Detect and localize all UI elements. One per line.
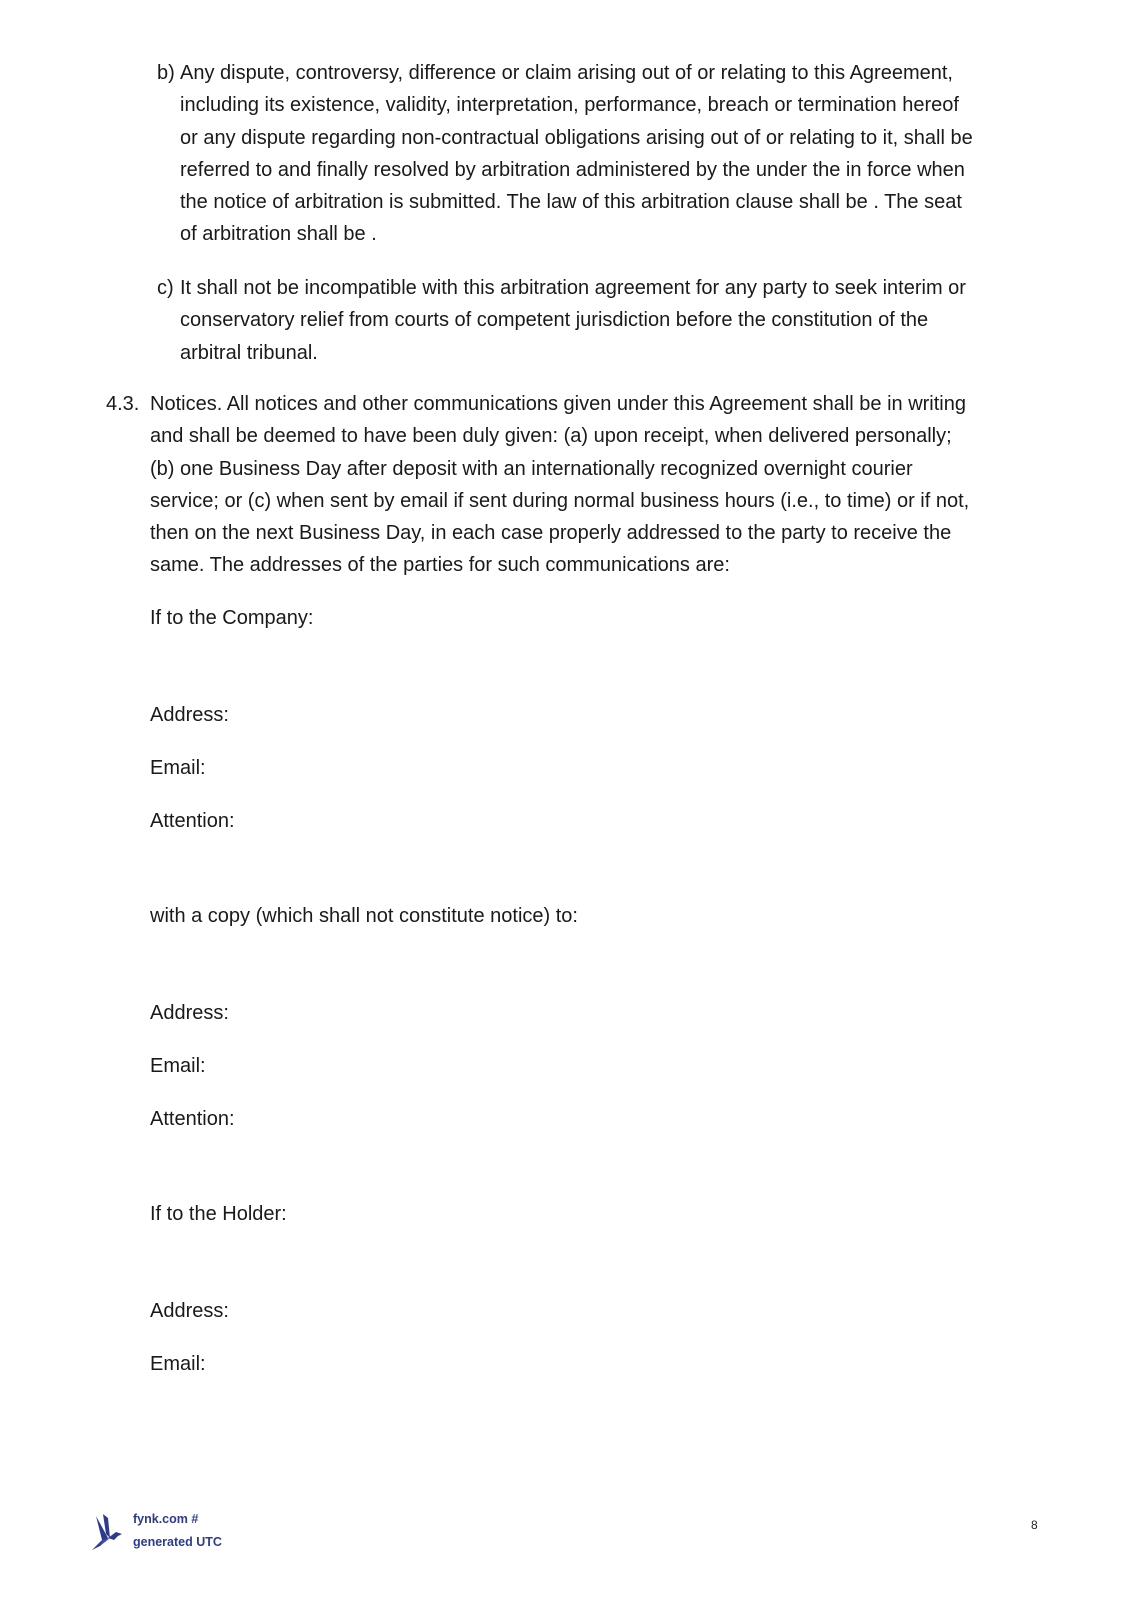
text-line: (b) one Business Day after deposit with an internationally recognized overnight courier xyxy=(150,457,913,480)
clause-c-label: c) xyxy=(157,277,174,299)
text-line: same. The addresses of the parties for such communications are: xyxy=(150,554,730,577)
footer-brand-line: fynk.com # xyxy=(133,1512,199,1526)
footer-generated-line: generated UTC xyxy=(133,1535,222,1549)
text-line: referred to and finally resolved by arbitration administered by the under the in force when xyxy=(180,158,965,181)
holder-email-label: Email: xyxy=(150,1353,206,1375)
text-line: It shall not be incompatible with this arbitration agreement for any party to seek interim or xyxy=(180,277,966,299)
page-number: 8 xyxy=(1031,1518,1038,1532)
fynk-logo-icon xyxy=(88,1510,128,1552)
clause-4-3-label: 4.3. xyxy=(106,393,140,415)
holder-heading: If to the Holder: xyxy=(150,1203,287,1225)
company-heading: If to the Company: xyxy=(150,607,314,629)
text-line: Any dispute, controversy, difference or claim arising out of or relating to this Agreement, xyxy=(180,62,953,84)
clause-c-text xyxy=(180,272,966,369)
text-line: the notice of arbitration is submitted. The law of this arbitration clause shall be . The seat xyxy=(180,191,962,214)
text-line: Notices. All notices and other communications given under this Agreement shall be in writing xyxy=(150,393,966,415)
clause-4-3-text xyxy=(150,388,969,582)
copy-heading: with a copy (which shall not constitute notice) to: xyxy=(150,905,578,927)
copy-email-label: Email: xyxy=(150,1055,206,1077)
text-line: then on the next Business Day, in each case properly addressed to the party to receive the xyxy=(150,522,952,545)
copy-attention-label: Attention: xyxy=(150,1108,235,1130)
text-line: conservatory relief from courts of competent jurisdiction before the constitution of the xyxy=(180,309,929,332)
text-line: service; or (c) when sent by email if sent during normal business hours (i.e., to time) or if not, xyxy=(150,489,970,512)
text-line: and shall be deemed to have been duly given: (a) upon receipt, when delivered personally; xyxy=(150,425,952,448)
copy-address-label: Address: xyxy=(150,1002,229,1024)
clause-b-text xyxy=(180,57,973,251)
text-line: including its existence, validity, interpretation, performance, breach or termination hereof xyxy=(180,94,959,117)
text-line: or any dispute regarding non-contractual obligations arising out of or relating to it, shall be xyxy=(180,126,973,149)
company-email-label: Email: xyxy=(150,757,206,779)
holder-address-label: Address: xyxy=(150,1300,229,1322)
company-attention-label: Attention: xyxy=(150,810,235,832)
text-line: arbitral tribunal. xyxy=(180,341,318,364)
text-line: of arbitration shall be . xyxy=(180,223,377,246)
clause-b-label: b) xyxy=(157,62,175,84)
company-address-label: Address: xyxy=(150,704,229,726)
